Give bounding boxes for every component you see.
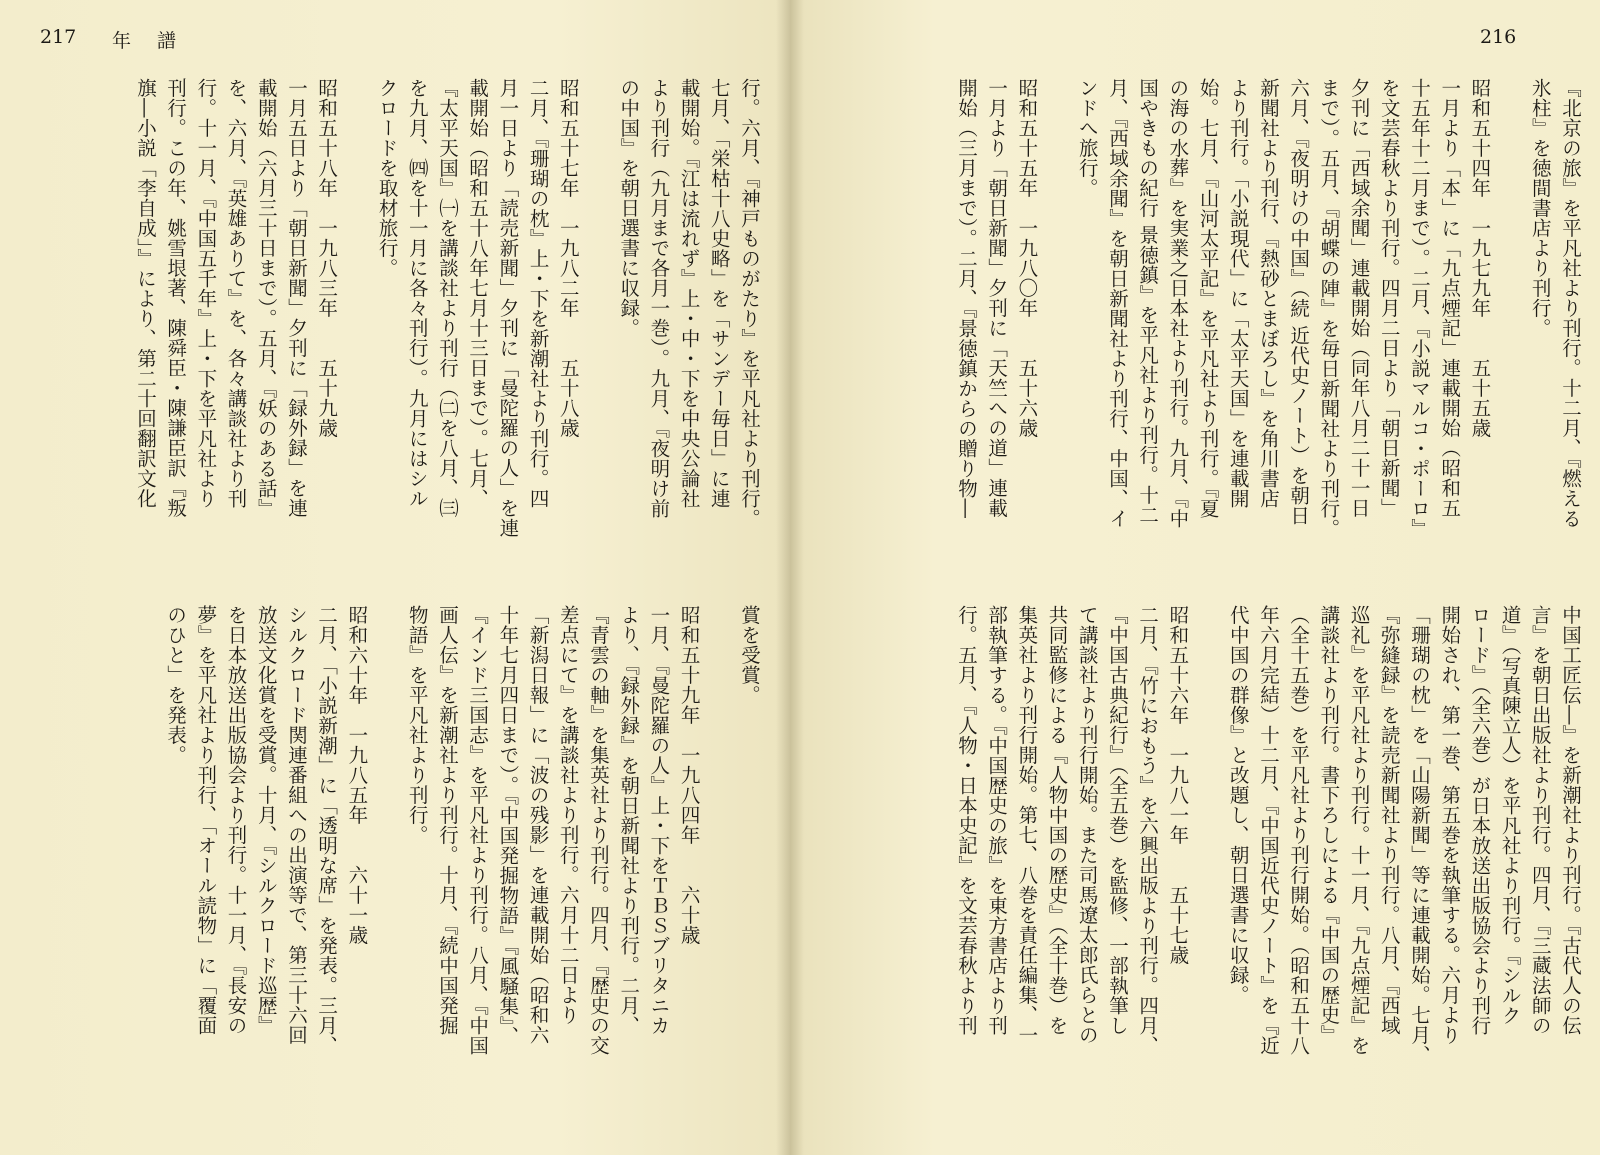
right-top-text-block: 『北京の旅』を平凡社より刊行。十二月、『燃える 氷柱』を徳間書店より刊行。 昭和五十四年 一九七九年 五十五歳 一月より「本」に「九点煙記」連載開始（昭和五 十五年十二月まで）。二月、『小説マルコ・ポーロ』 を文芸春秋より刊行。四月二日より「朝日新聞」 夕刊に「西域余聞」連載開始（同年八月二十一日 まで）。五月、『胡蝶の陣』を毎日新聞社より刊行。 六月、『夜明けの中国』（続 近代史ノート）を朝日 新聞社より刊行、『熱砂とまぼろし』を角川書店 より刊行。「小説現代」に「太平天国」を連載開 始。七月、『山河太平記』を平凡社より刊行。『夏 の海の水葬』を実業之日本社より刊行。九月、『中 国やきもの紀行 景徳鎮』を平凡社より刊行。十二 月、『西域余聞』を朝日新聞社より刊行、中国、イ ンドへ旅行。 昭和五十五年 一九八〇年 五十六歳 一月より「朝日新聞」夕刊に「天竺への道」連載 開始（三月まで）。二月、『景徳鎮からの贈り物― [954,78,1582,539]
right-bottom-text-block: 中国工匠伝―』を新潮社より刊行。『古代人の伝 言』を朝日出版社より刊行。四月、『三蔵法師の 道』（写真陳立人）を平凡社より刊行。『シルク ロード』（全六巻）が日本放送出版協会より刊行 開始され、第一巻、第五巻を執筆する。六月より 「珊瑚の枕」を「山陽新聞」等に連載開始。七月、 『弥縫録』を読売新聞社より刊行。八月、『西域 巡礼』を平凡社より刊行。十一月、『九点煙記』を 講談社より刊行。書下ろしによる『中国の歴史』 （全十五巻）を平凡社より刊行開始。（昭和五十八 年六月完結）十二月、『中国近代史ノート』を『近 代中国の群像』と改題し、朝日選書に収録。 昭和五十六年 一九八一年 五十七歳 二月、『竹におもう』を六興出版より刊行。四月、 『中国古典紀行』（全五巻）を監修、一部執筆し て講談社より刊行開始。また司馬遼太郎氏らとの 共同監修による『人物中国の歴史』（全十巻）を 集英社より刊行開始。第七、八巻を責任編集、一 部執筆する。『中国歴史の旅』を東方書店より刊 行。五月、『人物・日本史記』を文芸春秋より刊 [954,605,1582,1065]
book-gutter [776,0,804,1155]
left-bottom-text-block: 賞を受賞。 昭和五十九年 一九八四年 六十歳 一月、『曼陀羅の人』上・下をＴＢＳブリタニカ より、『録外録』を朝日新聞社より刊行。二月、 『青雲の軸』を集英社より刊行。四月、『歴史の交 差点にて』を講談社より刊行。六月十二日より 「新潟日報」に「波の残影」を連載開始（昭和六 十年七月四日まで）。『中国発掘物語』『風騒集』、 『インド三国志』を平凡社より刊行。八月、『中国 画人伝』を新潮社より刊行。十月、『続中国発掘 物語』を平凡社より刊行。 昭和六十年 一九八五年 六十一歳 二月、「小説新潮」に「透明な席」を発表。三月、 シルクロード関連番組への出演等で、第三十六回 放送文化賞を受賞。十月、『シルクロード巡歴』 を日本放送出版協会より刊行。十一月、『長安の 夢』を平凡社より刊行、「オール読物」に「覆面 のひと」を発表。 [164,605,761,1056]
left-top-text-block: 行。六月、『神戸ものがたり』を平凡社より刊行。 七月、「栄枯十八史略」を「サンデー毎日」に連 載開始。『江は流れず』上・中・下を中央公論社 より刊行（九月まで各月一巻）。九月、『夜明け前 の中国』を朝日選書に収録。 昭和五十七年 一九八二年 五十八歳 二月、『珊瑚の枕』上・下を新潮社より刊行。四 月一日より「読売新聞」夕刊に「曼陀羅の人」を連 載開始（昭和五十八年七月十三日まで）。七月、 『太平天国』㈠を講談社より刊行（㈡を八月、㈢ を九月、㈣を十一月に各々刊行）。九月にはシル クロードを取材旅行。 昭和五十八年 一九八三年 五十九歳 一月五日より「朝日新聞」夕刊に「録外録」を連 載開始（六月三十日まで）。五月、『妖のある話』 を、六月、『英雄ありて』を、各々講談社より刊 行。十一月、『中国五千年』上・下を平凡社より 刊行。この年、姚雪垠著、陳舜臣・陳謙臣訳『叛 旗―小説「李自成」』により、第二十回翻訳文化 [133,78,761,538]
page-number-right: 216 [1480,26,1517,48]
left-page [0,0,790,1155]
right-page [790,0,1600,1155]
running-title: 年 譜 [112,30,187,52]
page-number-left: 217 [40,26,77,48]
